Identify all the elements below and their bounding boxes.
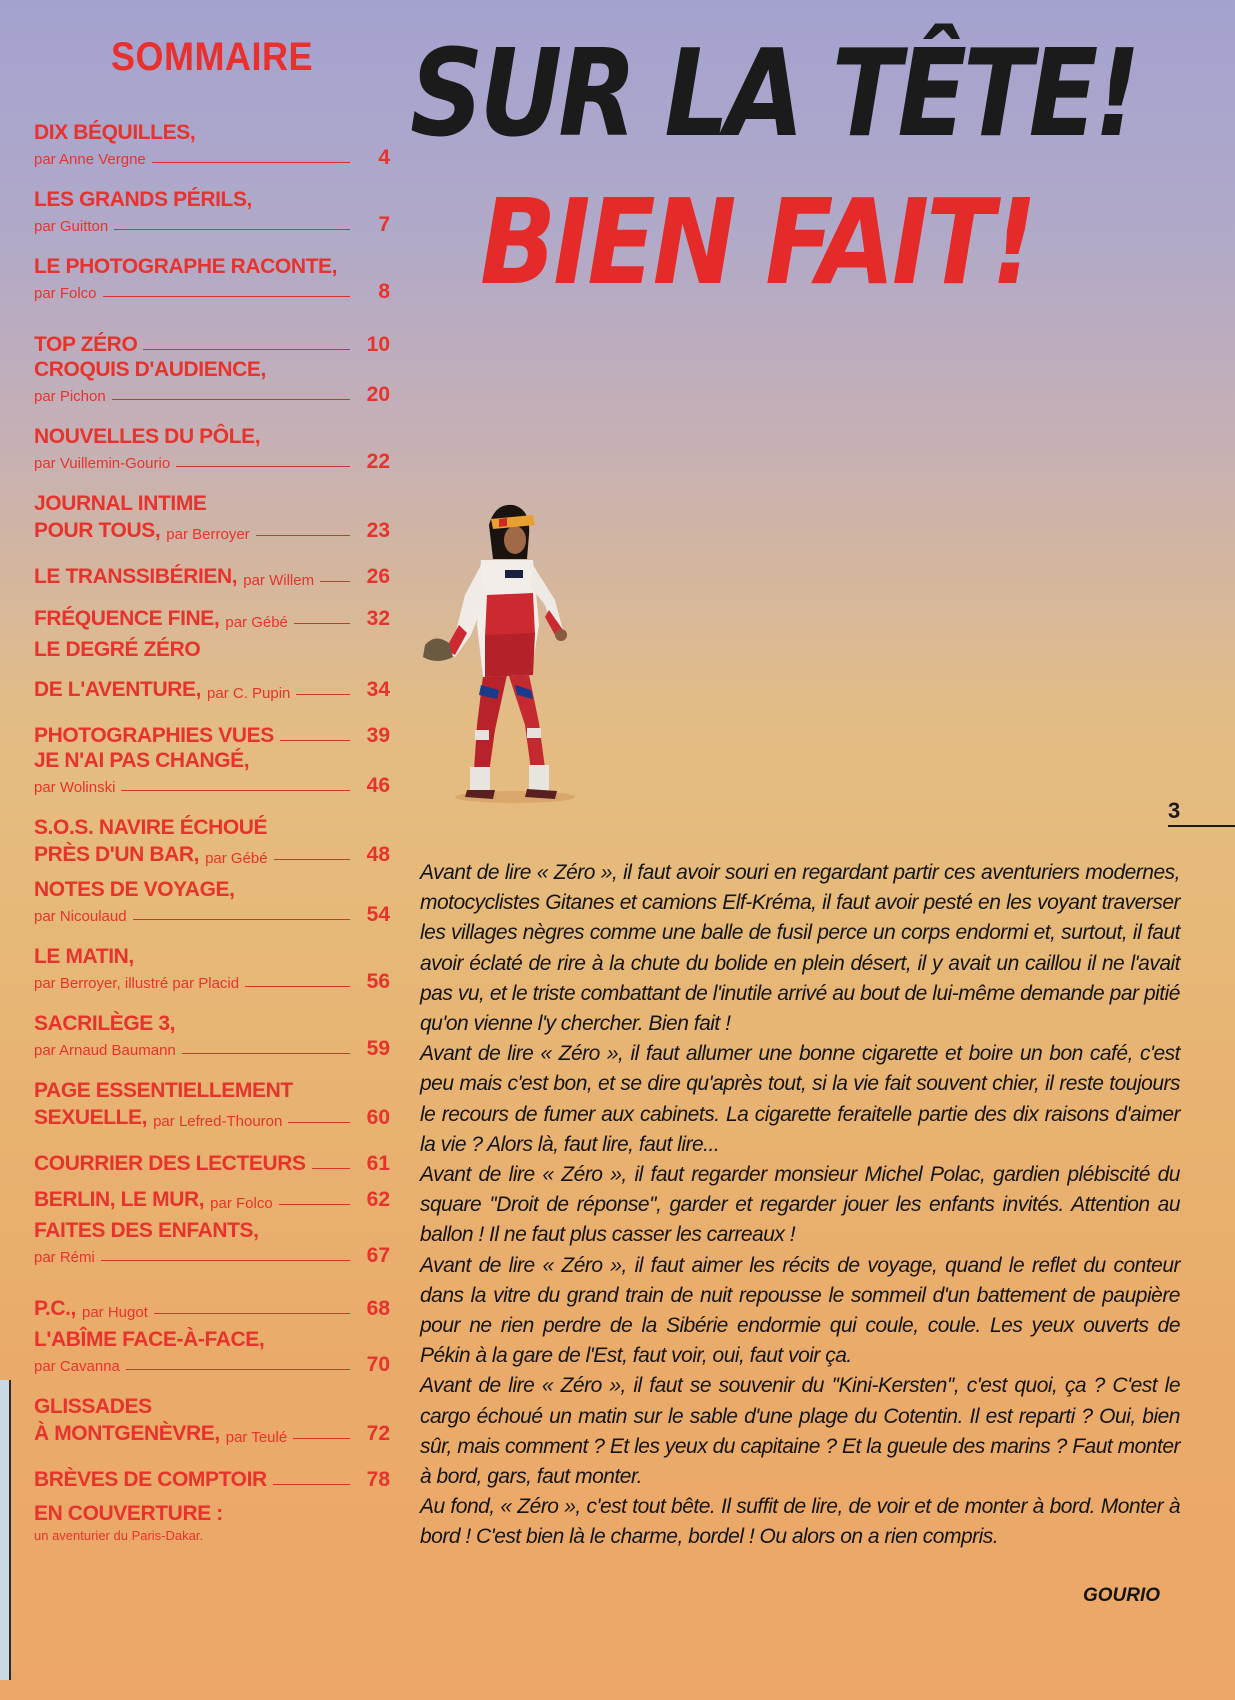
cover-caption: un aventurier du Paris-Dakar. (34, 1528, 204, 1543)
toc-line (34, 1285, 390, 1321)
editorial-paragraph: Avant de lire « Zéro », il faut se souvenir du ''Kini-Kersten'', c'est quoi, ça ? C'est le cargo échoué un matin sur le sable d'une plage du Cotentin. Il est reparti ? Oui, bien sûr, mais comment ? Et les yeux du capitaine ? Et la gueule des marins ? Faut monter à bord, gars, faut monter. (420, 1374, 1180, 1489)
toc-line (34, 902, 390, 927)
toc-page: 8 (378, 280, 390, 303)
toc-page: 20 (366, 383, 390, 406)
toc-entry (34, 1011, 390, 1061)
toc-line (34, 279, 390, 304)
toc-entry (34, 877, 390, 927)
toc-page: 4 (378, 146, 390, 169)
toc-page: 59 (366, 1037, 390, 1060)
leader-line (273, 1484, 350, 1485)
toc-byline: par Gébé (205, 850, 268, 867)
toc-byline: par Gébé (225, 614, 288, 631)
toc-line (34, 1036, 390, 1061)
toc-entry (34, 637, 390, 702)
toc-title: S.O.S. NAVIRE ÉCHOUÉ (34, 816, 268, 839)
leader-line (293, 1438, 350, 1439)
toc-line (34, 595, 390, 631)
toc-line (34, 1456, 390, 1492)
toc-title: JE N'AI PAS CHANGÉ, (34, 749, 250, 772)
toc-byline: par Folco (210, 1195, 273, 1212)
toc-title: GLISSADES (34, 1395, 152, 1418)
toc-title-cont: SEXUELLE, (34, 1106, 148, 1129)
toc-line (34, 321, 390, 357)
toc-title: BRÈVES DE COMPTOIR (34, 1468, 267, 1491)
toc-page: 72 (366, 1422, 390, 1445)
toc-page: 26 (366, 565, 390, 588)
toc-page: 39 (366, 724, 390, 747)
toc-title: LE PHOTOGRAPHE RACONTE, (34, 255, 338, 278)
toc-entry (34, 1456, 390, 1492)
headline-line-1: SUR LA TÊTE! (410, 24, 1137, 165)
leader-line (114, 229, 350, 230)
leader-line (143, 349, 350, 350)
toc-entry (34, 254, 390, 304)
leader-line (296, 694, 350, 695)
toc-line (34, 840, 390, 867)
headline-line-2: BIEN FAIT! (480, 173, 1035, 312)
toc-byline: par Folco (34, 285, 97, 302)
toc-page: 67 (366, 1244, 390, 1267)
editorial-paragraph: Avant de lire « Zéro », il faut allumer une bonne cigarette et boire un bon café, c'est peu mais c'est bon, et se dire qu'après tout, si la vie fait souvent chier, il reste toujours le recours de fumer aux cabinets. La cigarette feraitelle partie des dix raisons d'aimer la vie ? Alors là, faut lire, faut lire... (420, 1042, 1180, 1156)
toc-line (34, 1140, 390, 1176)
toc-list (34, 120, 390, 1492)
toc-entry (34, 491, 390, 543)
toc-page: 23 (366, 519, 390, 542)
toc-title: NOUVELLES DU PÔLE, (34, 425, 261, 448)
toc-title: LE MATIN, (34, 945, 134, 968)
toc-byline: par Nicoulaud (34, 908, 127, 925)
toc-page: 54 (366, 903, 390, 926)
leader-line (256, 535, 350, 536)
leader-line (245, 986, 350, 987)
toc-title: NOTES DE VOYAGE, (34, 878, 235, 901)
toc-entry (34, 424, 390, 474)
leader-line (288, 1122, 350, 1123)
toc-byline: par Berroyer, illustré par Placid (34, 975, 240, 992)
toc-title: L'ABÎME FACE-À-FACE, (34, 1328, 265, 1351)
toc-title: P.C., (34, 1297, 76, 1320)
leader-line (101, 1260, 350, 1261)
toc-byline: par Lefred-Thouron (153, 1113, 283, 1130)
toc-title: PHOTOGRAPHIES VUES (34, 724, 274, 747)
toc-entry (34, 321, 390, 357)
toc-entry (34, 1176, 390, 1212)
toc-title: FAITES DES ENFANTS, (34, 1219, 259, 1242)
toc-entry (34, 357, 390, 407)
toc-entry (34, 1394, 390, 1446)
page-edge (0, 1380, 11, 1680)
editorial-text (420, 858, 1180, 1553)
toc-byline: par Arnaud Baumann (34, 1042, 176, 1059)
toc-entry (34, 815, 390, 867)
leader-line (280, 740, 350, 741)
toc-title: CROQUIS D'AUDIENCE, (34, 358, 266, 381)
leader-line (320, 581, 350, 582)
toc-entry (34, 1140, 390, 1176)
toc-line (34, 553, 390, 589)
toc-title: JOURNAL INTIME (34, 492, 207, 515)
leader-line (182, 1053, 350, 1054)
toc-entry (34, 1218, 390, 1268)
toc-page: 70 (366, 1353, 390, 1376)
toc-entry (34, 120, 390, 170)
toc-byline: par Cavanna (34, 1358, 120, 1375)
toc-title: TOP ZÉRO (34, 333, 138, 356)
toc-title: LE TRANSSIBÉRIEN, (34, 565, 238, 588)
leader-line (176, 466, 350, 467)
toc-line (34, 773, 390, 798)
toc-byline: par Guitton (34, 218, 109, 235)
toc-line (34, 1352, 390, 1377)
toc-entry (34, 1285, 390, 1321)
leader-line (274, 859, 350, 860)
toc-line (34, 449, 390, 474)
toc-title-cont: À MONTGENÈVRE, (34, 1422, 220, 1445)
toc-line (34, 382, 390, 407)
table-of-contents (34, 33, 390, 1543)
toc-title: DIX BÉQUILLES, (34, 121, 196, 144)
toc-page: 68 (366, 1297, 390, 1320)
motorcyclist-photo (415, 485, 605, 805)
toc-line (34, 212, 390, 237)
page-number-rule (1168, 825, 1235, 827)
leader-line (112, 399, 350, 400)
toc-line (34, 712, 390, 748)
toc-byline: par Willem (243, 572, 315, 589)
signature: GOURIO (1082, 1585, 1160, 1606)
toc-title: LES GRANDS PÉRILS, (34, 188, 252, 211)
leader-line (312, 1168, 350, 1169)
toc-title: BERLIN, LE MUR, (34, 1188, 205, 1211)
editorial-paragraph: Au fond, « Zéro », c'est tout bête. Il suffit de lire, de voir et de monter à bord. Monter à bord ! C'est bien là le charme, bordel ! Ou alors on a rien compris. (420, 1495, 1180, 1549)
toc-entry (34, 187, 390, 237)
toc-page: 62 (366, 1188, 390, 1211)
leader-line (133, 919, 350, 920)
toc-title: PAGE ESSENTIELLEMENT (34, 1079, 293, 1102)
toc-heading: SOMMAIRE (111, 33, 313, 79)
toc-byline: par C. Pupin (207, 685, 291, 702)
toc-byline: par Anne Vergne (34, 151, 146, 168)
toc-byline: par Teulé (225, 1429, 288, 1446)
toc-title: COURRIER DES LECTEURS (34, 1152, 306, 1175)
cover-heading: EN COUVERTURE : (34, 1502, 223, 1525)
toc-byline: par Hugot (81, 1304, 148, 1321)
toc-entry (34, 712, 390, 748)
toc-title-cont: POUR TOUS, (34, 519, 161, 542)
editorial-paragraph: Avant de lire « Zéro », il faut avoir souri en regardant partir ces aventuriers modernes, motocyclistes Gitanes et camions Elf-Kréma, il faut avoir pesté en les voyant traverser les villages nègres comme une balle de fusil perce un corps endormi et, surtout, il faut avoir éclaté de rire à la chute du bolide en plein désert, il y avait un caillou il ne l'avait pas vu, et le triste combattant de l'inutile arrivé au bout de lui-même demande par pitié qu'on vienne l'y chercher. Bien fait ! (420, 861, 1180, 1036)
leader-line (279, 1204, 350, 1205)
toc-entry (34, 1078, 390, 1130)
leader-line (152, 162, 350, 163)
leader-line (103, 296, 350, 297)
toc-entry (34, 944, 390, 994)
toc-title: LE DEGRÉ ZÉRO (34, 638, 201, 661)
toc-line (34, 1419, 390, 1446)
toc-line (34, 969, 390, 994)
toc-page: 7 (378, 213, 390, 236)
toc-byline: par Rémi (34, 1249, 95, 1266)
leader-line (154, 1313, 350, 1314)
toc-line (34, 1103, 390, 1130)
toc-page: 56 (366, 970, 390, 993)
toc-page: 32 (366, 607, 390, 630)
leader-line (126, 1369, 350, 1370)
toc-page: 10 (366, 333, 390, 356)
toc-line (34, 1176, 390, 1212)
toc-line (34, 1243, 390, 1268)
toc-title-cont: DE L'AVENTURE, (34, 678, 202, 701)
toc-page: 78 (366, 1468, 390, 1491)
toc-entry (34, 748, 390, 798)
toc-page: 46 (366, 774, 390, 797)
toc-entry (34, 595, 390, 631)
toc-title-cont: PRÈS D'UN BAR, (34, 843, 200, 866)
editorial-paragraph: Avant de lire « Zéro », il faut aimer les récits de voyage, quand le reflet du conteur dans la vitre du grand train de nuit repousse le sommeil d'un battement de paupière pour ne rien perdre de la Sibérie endormie qui coule, coule. Les yeux ouverts de Pékin à la gare de l'Est, faut voir, oui, faut voir ça. (420, 1253, 1180, 1368)
toc-page: 61 (366, 1152, 390, 1175)
toc-entry (34, 1327, 390, 1377)
editorial-paragraph: Avant de lire « Zéro », il faut regarder monsieur Michel Polac, gardien plébiscité du square ''Droit de réponse'', garder et regarder jouer les enfants invités. Attention au ballon ! Il ne faut plus casser les carreaux ! (420, 1163, 1180, 1247)
toc-page: 60 (366, 1106, 390, 1129)
toc-title: SACRILÈGE 3, (34, 1012, 176, 1035)
toc-page: 48 (366, 843, 390, 866)
toc-title: FRÉQUENCE FINE, (34, 607, 220, 630)
toc-entry (34, 553, 390, 589)
toc-byline: par Pichon (34, 388, 106, 405)
toc-byline: par Vuillemin-Gourio (34, 455, 171, 472)
toc-line (34, 662, 390, 702)
toc-page: 22 (366, 450, 390, 473)
toc-line (34, 516, 390, 543)
page-number: 3 (1168, 798, 1181, 823)
leader-line (121, 790, 350, 791)
leader-line (294, 623, 350, 624)
toc-page: 34 (366, 678, 390, 701)
toc-byline: par Berroyer (166, 526, 250, 543)
toc-line (34, 145, 390, 170)
toc-byline: par Wolinski (34, 779, 116, 796)
